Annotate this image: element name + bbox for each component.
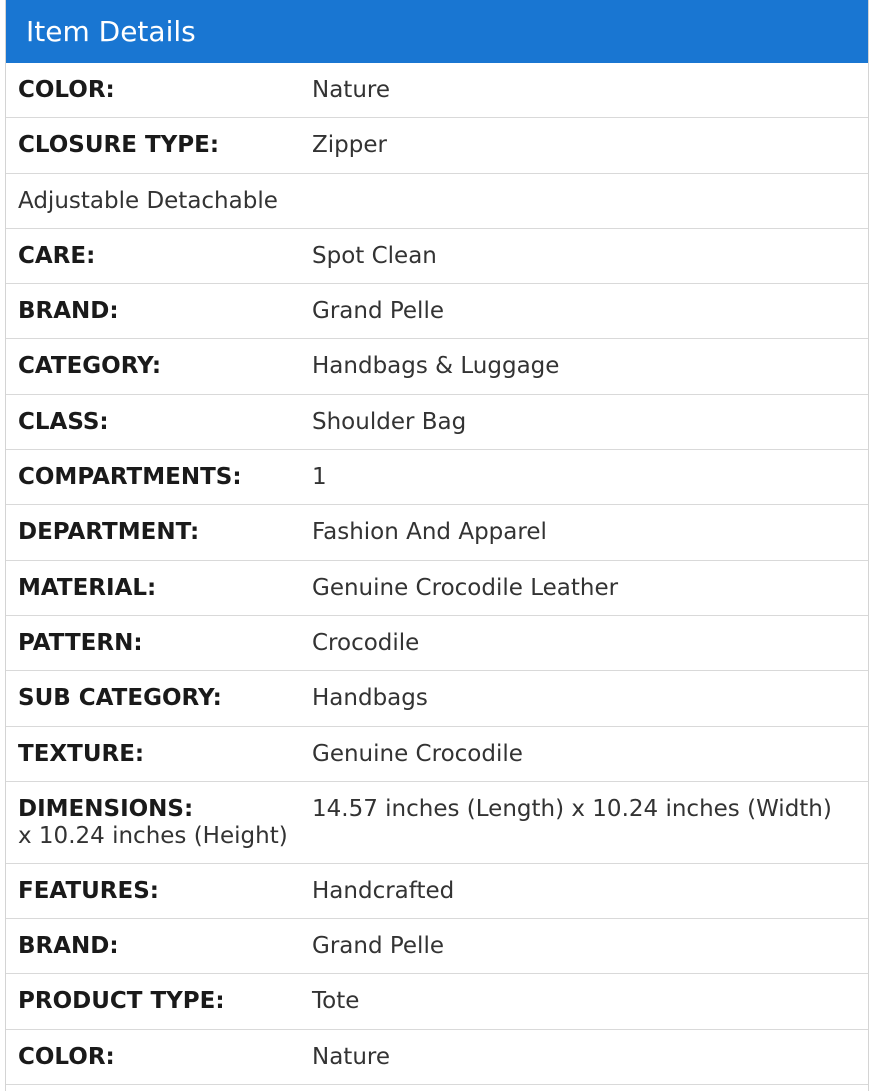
detail-value: Shoulder Bag xyxy=(312,408,467,435)
detail-row-material xyxy=(6,561,868,616)
detail-plain-text: Adjustable Detachable xyxy=(18,187,278,214)
detail-value: Tote xyxy=(312,988,360,1015)
detail-value: 1 xyxy=(312,464,327,491)
details-list xyxy=(6,63,868,1085)
detail-value: Fashion And Apparel xyxy=(312,519,547,546)
detail-value: Grand Pelle xyxy=(312,933,444,960)
detail-row-product-type xyxy=(6,974,868,1029)
detail-row-color xyxy=(6,1030,868,1085)
detail-value: Spot Clean xyxy=(312,242,437,269)
detail-label: DIMENSIONS: xyxy=(18,795,194,822)
detail-row-plain-text xyxy=(6,174,868,229)
detail-label: SUB CATEGORY: xyxy=(18,685,222,712)
detail-row-features xyxy=(6,864,868,919)
detail-label: PRODUCT TYPE: xyxy=(18,988,225,1015)
panel-header: Item Details xyxy=(6,0,868,63)
detail-row-category xyxy=(6,339,868,394)
detail-value: Nature xyxy=(312,77,390,103)
detail-row-dimensions xyxy=(6,782,868,864)
detail-label: TEXTURE: xyxy=(18,740,145,767)
detail-label: CARE: xyxy=(18,242,96,269)
detail-label: BRAND: xyxy=(18,298,119,325)
detail-value-continuation: x 10.24 inches (Height) xyxy=(18,822,288,849)
detail-label: BRAND: xyxy=(18,933,119,960)
detail-row-care xyxy=(6,229,868,284)
detail-value: Handcrafted xyxy=(312,877,455,904)
detail-row-class xyxy=(6,395,868,450)
detail-label: MATERIAL: xyxy=(18,574,157,601)
detail-value: Zipper xyxy=(312,132,387,159)
detail-label: CLOSURE TYPE: xyxy=(18,132,220,159)
detail-label: CLASS: xyxy=(18,408,109,435)
detail-row-brand xyxy=(6,919,868,974)
detail-label: FEATURES: xyxy=(18,877,159,904)
detail-row-pattern xyxy=(6,616,868,671)
detail-row-department xyxy=(6,505,868,560)
detail-value: Nature xyxy=(312,1043,390,1070)
detail-row-closure-type xyxy=(6,118,868,173)
detail-row-color xyxy=(6,63,868,118)
detail-value: Genuine Crocodile Leather xyxy=(312,574,619,601)
detail-value: Handbags xyxy=(312,685,428,712)
detail-label: PATTERN: xyxy=(18,629,143,656)
detail-value: Genuine Crocodile xyxy=(312,740,523,767)
detail-row-brand xyxy=(6,284,868,339)
detail-row-compartments xyxy=(6,450,868,505)
detail-value: Handbags & Luggage xyxy=(312,353,560,380)
detail-row-texture xyxy=(6,727,868,782)
detail-label: CATEGORY: xyxy=(18,353,162,380)
detail-label: COLOR: xyxy=(18,77,115,103)
detail-value: Crocodile xyxy=(312,629,420,656)
detail-label: DEPARTMENT: xyxy=(18,519,200,546)
detail-label: COMPARTMENTS: xyxy=(18,464,242,491)
detail-label: COLOR: xyxy=(18,1043,115,1070)
detail-value: 14.57 inches (Length) x 10.24 inches (Width) xyxy=(312,795,832,822)
detail-value: Grand Pelle xyxy=(312,298,444,325)
detail-row-sub-category xyxy=(6,671,868,726)
item-details-panel xyxy=(5,0,869,1091)
